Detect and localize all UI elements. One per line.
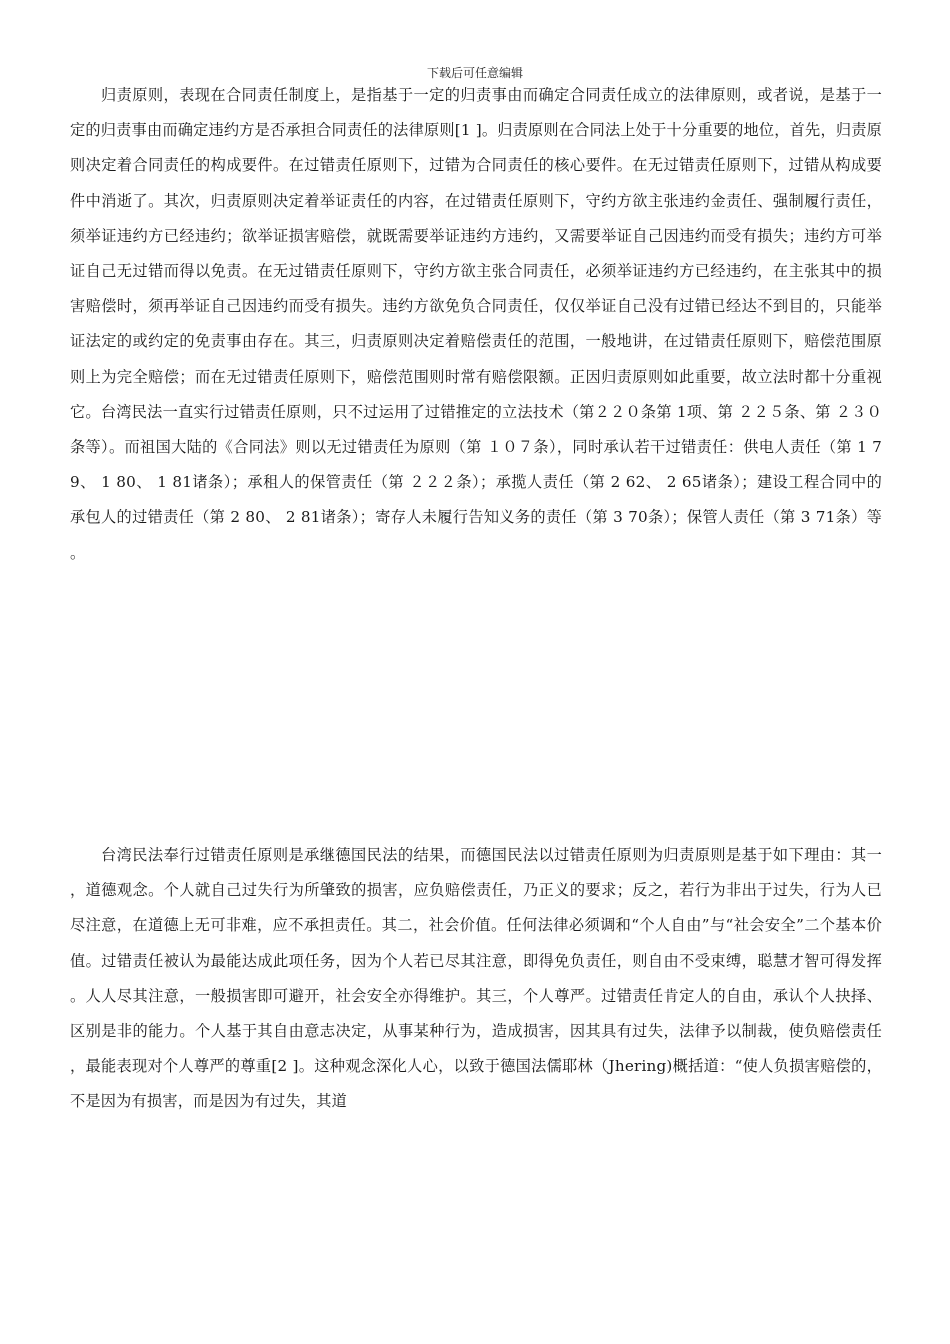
body-paragraph-2: 台湾民法奉行过错责任原则是承继德国民法的结果，而德国民法以过错责任原则为归责原则是基于如下理由：其一，道德观念。个人就自己过失行为所肇致的损害，应负赔偿责任，乃正义的要求；反之，若行为非出于过失，行为人已尽注意，在道德上无可非难，应不承担责任。其二，社会价值。任何法律必须调和“个人自由”与“社会安全”二个基本价值。过错责任被认为最能达成此项任务，因为个人若已尽其注意，即得免负责任，则自由不受束缚，聪慧才智可得发挥。人人尽其注意，一般损害即可避开，社会安全亦得维护。其三，个人尊严。过错责任肯定人的自由，承认个人抉择、区别是非的能力。个人基于其自由意志决定，从事某种行为，造成损害，因其具有过失，法律予以制裁，使负赔偿责任，最能表现对个人尊严的尊重[2 ]。这种观念深化人心，以致于德国法儒耶林（Jhering)概括道：“使人负损害赔偿的，不是因为有损害，而是因为有过失，其道 [70, 846, 882, 1111]
page-header: 下载后可任意编辑 [426, 66, 523, 80]
body-paragraph-1: 归责原则，表现在合同责任制度上，是指基于一定的归责事由而确定合同责任成立的法律原则，或者说，是基于一定的归责事由而确定违约方是否承担合同责任的法律原则[1 ]。归责原则在合同法上处于十分重要的地位，首先，归责原则决定着合同责任的构成要件。在过错责任原则下，过错为合同责任的核心要件。在无过错责任原则下，过错从构成要件中消逝了。其次，归责原则决定着举证责任的内容，在过错责任原则下，守约方欲主张违约金责任、强制履行责任，须举证违约方已经违约；欲举证损害赔偿，就既需要举证违约方违约，又需要举证自己因违约而受有损失；违约方可举证自己无过错而得以免责。在无过错责任原则下，守约方欲主张合同责任，必须举证违约方已经违约，在主张其中的损害赔偿时，须再举证自己因违约而受有损失。违约方欲免负合同责任，仅仅举证自己没有过错已经达不到目的，只能举证法定的或约定的免责事由存在。其三，归责原则决定着赔偿责任的范围，一般地讲，在过错责任原则下，赔偿范围原则上为完全赔偿；而在无过错责任原则下，赔偿范围则时常有赔偿限额。正因归责原则如此重要，故立法时都十分重视它。台湾民法一直实行过错责任原则，只不过运用了过错推定的立法技术（第２２０条第 1项、第 ２２５条、第 ２３０条等）。而祖国大陆的《合同法》则以无过错责任为原则（第 １０７条），同时承认若干过错责任：供电人责任（第 1 79、 1 80、 1 81诸条）；承租人的保管责任（第 ２２２条）；承揽人责任（第 2 62、 2 65诸条）；建设工程合同中的承包人的过错责任（第 2 80、 2 81诸条）；寄存人未履行告知义务的责任（第 3 70条）；保管人责任（第 3 71条）等。 [70, 86, 882, 562]
